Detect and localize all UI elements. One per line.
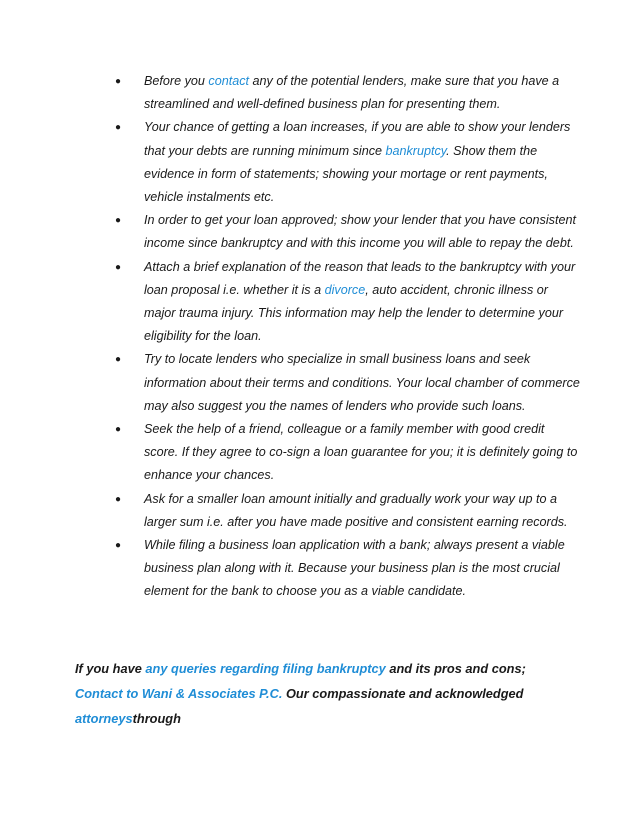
closing-text: Our compassionate and acknowledged: [282, 686, 524, 701]
closing-text: If you have: [75, 661, 146, 676]
list-item: [110, 70, 580, 116]
list-item-text: Seek the help of a friend, colleague or a family member with good credit score. If they agree to co-sign a loan guarantee for you; it is definitely going to enhance your chances.: [144, 422, 578, 483]
list-item-text: any of the potential lenders, make sure that you have a streamlined and well-defined business plan for presenting them.: [144, 74, 560, 112]
bankruptcy-queries-link[interactable]: any queries regarding filing bankruptcy: [145, 661, 386, 676]
list-item: [110, 534, 580, 604]
list-item: [110, 418, 580, 488]
bullet-icon: ●: [115, 261, 122, 273]
list-item-text: In order to get your loan approved; show your lender that you have consistent income since bankruptcy and with this income you will able to repay the debt.: [144, 213, 576, 251]
closing-paragraph: [75, 656, 575, 731]
bullet-icon: ●: [115, 540, 122, 552]
bullet-icon: ●: [115, 76, 122, 87]
bullet-icon: ●: [115, 215, 122, 227]
list-item: [110, 209, 580, 255]
bankruptcy-link[interactable]: bankruptcy: [385, 143, 447, 158]
list-item-text: Ask for a smaller loan amount initially and gradually work your way up to a larger sum i.e. after you have made positive and consistent earning records.: [144, 491, 568, 529]
list-item: [110, 116, 580, 209]
list-item-text: Before you: [144, 74, 209, 88]
list-item: [110, 348, 580, 418]
divorce-link[interactable]: divorce: [324, 282, 366, 297]
list-item: [110, 488, 580, 534]
closing-text: through: [132, 711, 181, 726]
bullet-icon: ●: [115, 354, 122, 366]
list-item-text: , auto accident, chronic illness or major trauma injury. This information may help the lender to determine your eligibility for the loan.: [144, 282, 564, 344]
contact-firm-link[interactable]: Contact to Wani & Associates P.C.: [75, 686, 283, 701]
list-item: [110, 256, 580, 349]
bullet-icon: ●: [115, 122, 122, 134]
bullet-icon: ●: [115, 493, 122, 505]
tips-bullet-list: [110, 70, 580, 604]
list-item-text: . Show them the evidence in form of statements; showing your mortage or rent payments, vehicle instalments etc.: [144, 143, 548, 205]
attorneys-link[interactable]: attorneys: [75, 711, 133, 726]
bullet-icon: ●: [115, 424, 122, 436]
list-item-text: Your chance of getting a loan increases, if you are able to show your lenders that your debts are running minimum since: [144, 120, 571, 158]
list-item-text: Try to locate lenders who specialize in small business loans and seek information about their terms and conditions. Your local chamber of commerce may also suggest you the names of lenders who provide such loans.: [144, 352, 580, 413]
closing-text: and its pros and cons;: [385, 661, 526, 676]
contact-link[interactable]: contact: [208, 74, 250, 88]
list-item-text: Attach a brief explanation of the reason that leads to the bankruptcy with your loan proposal i.e. whether it is a: [144, 259, 576, 297]
list-item-text: While filing a business loan application with a bank; always present a viable business plan along with it. Because your business plan is the most crucial element for the bank to choose you as a viable candidate.: [144, 538, 565, 599]
